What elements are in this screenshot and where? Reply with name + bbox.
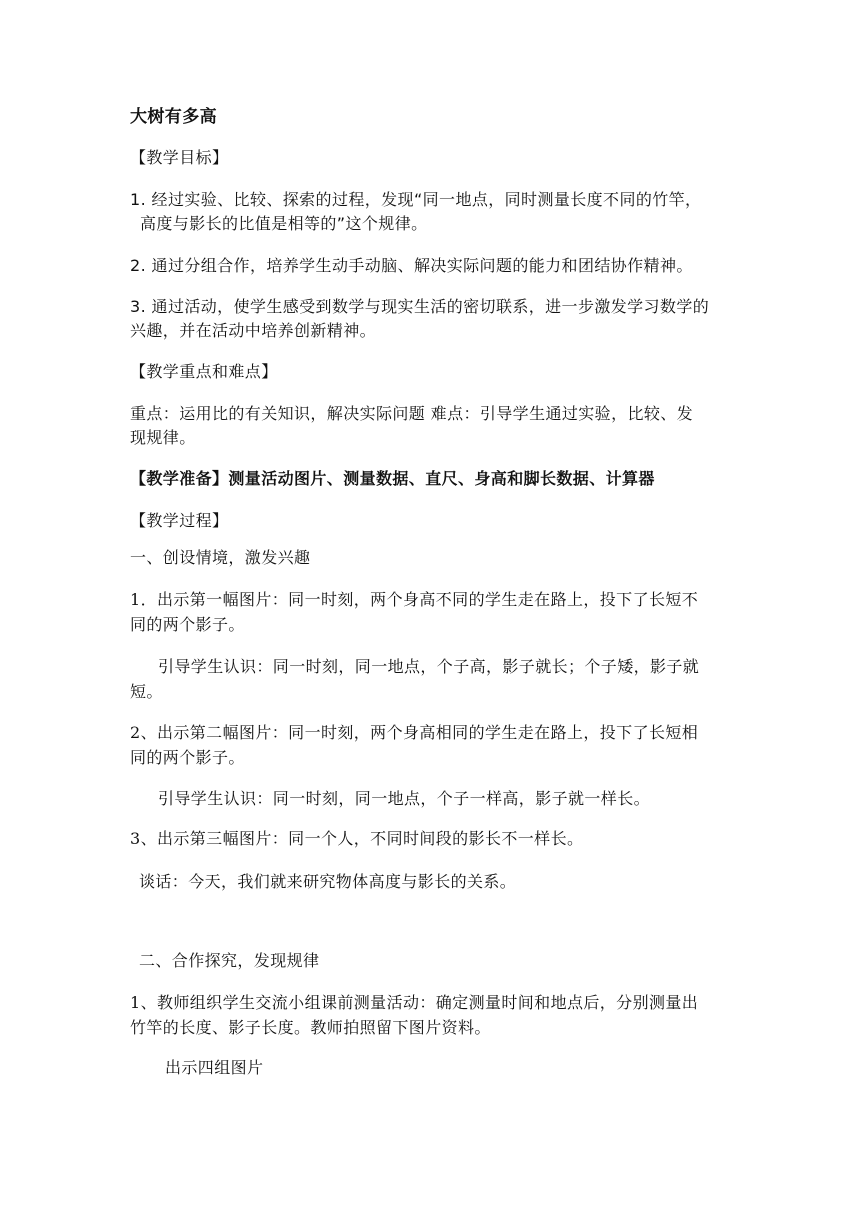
objective-2: 2. 通过分组合作，培养学生动手动脑、解决实际问题的能力和团结协作精神。 bbox=[130, 256, 693, 275]
guide-1-line-2: 短。 bbox=[130, 682, 163, 701]
preparation-line: 【教学准备】测量活动图片、测量数据、直尺、身高和脚长数据、计算器 bbox=[130, 469, 655, 488]
document-title: 大树有多高 bbox=[130, 107, 217, 127]
keypoints-heading: 【教学重点和难点】 bbox=[130, 362, 278, 381]
section-1-heading: 一、创设情境，激发兴趣 bbox=[130, 548, 311, 567]
step-1-line-2: 同的两个影子。 bbox=[130, 615, 245, 634]
objectives-heading: 【教学目标】 bbox=[130, 148, 229, 167]
keypoints-line-1: 重点：运用比的有关知识，解决实际问题 难点：引导学生通过实验，比较、发 bbox=[130, 404, 694, 423]
process-heading: 【教学过程】 bbox=[130, 511, 229, 530]
talk-line: 谈话：今天，我们就来研究物体高度与影长的关系。 bbox=[139, 872, 517, 891]
objective-3-line-1: 3. 通过活动，使学生感受到数学与现实生活的密切联系，进一步激发学习数学的 bbox=[130, 297, 710, 316]
guide-2: 引导学生认识：同一时刻，同一地点，个子一样高，影子就一样长。 bbox=[158, 789, 651, 808]
show-pictures-line: 出示四组图片 bbox=[165, 1058, 264, 1077]
section-2-heading: 二、合作探究，发现规律 bbox=[139, 951, 320, 970]
step-1-line-1: 1．出示第一幅图片：同一时刻，两个身高不同的学生走在路上，投下了长短不 bbox=[130, 590, 699, 609]
step-4-line-2: 竹竿的长度、影子长度。教师拍照留下图片资料。 bbox=[130, 1018, 491, 1037]
step-2-line-2: 同的两个影子。 bbox=[130, 748, 245, 767]
step-4-line-1: 1、教师组织学生交流小组课前测量活动：确定测量时间和地点后，分别测量出 bbox=[130, 993, 699, 1012]
step-3: 3、出示第三幅图片：同一个人，不同时间段的影长不一样长。 bbox=[130, 829, 584, 848]
objective-3-line-2: 兴趣，并在活动中培养创新精神。 bbox=[130, 321, 377, 340]
guide-1-line-1: 引导学生认识：同一时刻，同一地点，个子高，影子就长；个子矮，影子就 bbox=[158, 657, 700, 676]
objective-1-line-2: 高度与影长的比值是相等的”这个规律。 bbox=[140, 214, 428, 233]
step-2-line-1: 2、出示第二幅图片：同一时刻，两个身高相同的学生走在路上，投下了长短相 bbox=[130, 723, 699, 742]
keypoints-line-2: 现规律。 bbox=[130, 428, 196, 447]
objective-1-line-1: 1. 经过实验、比较、探索的过程，发现“同一地点，同时测量长度不同的竹竿， bbox=[130, 190, 702, 209]
